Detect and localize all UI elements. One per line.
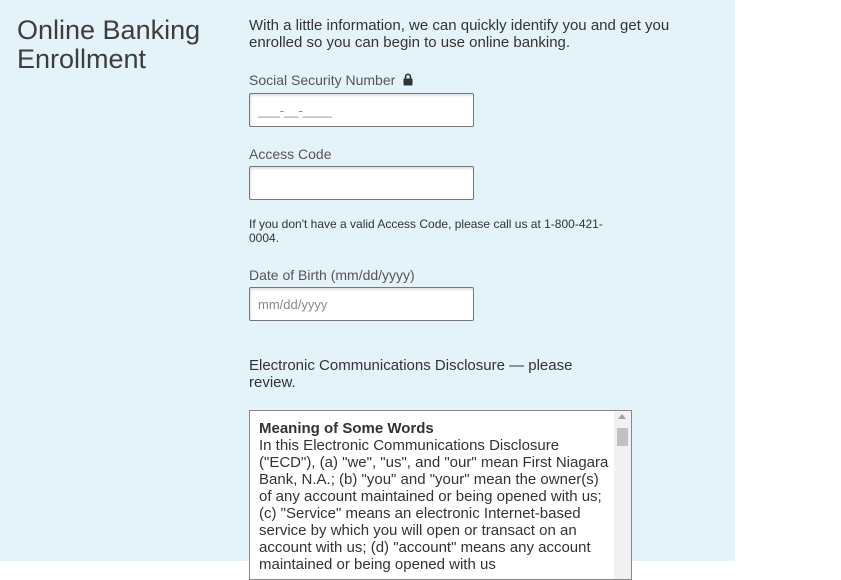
dob-label: Date of Birth (mm/dd/yyyy) (249, 267, 415, 283)
disclosure-section-title: Meaning of Some Words (259, 420, 434, 437)
page-title: Online Banking Enrollment (17, 15, 201, 74)
ssn-label (249, 72, 413, 88)
access-code-input[interactable] (249, 166, 474, 200)
disclosure-scrollbar[interactable] (614, 411, 631, 579)
disclosure-text (259, 420, 609, 573)
access-code-help-text: If you don't have a valid Access Code, please call us at 1-800-421-0004. (249, 217, 603, 245)
lock-icon (403, 73, 413, 86)
ssn-label-text: Social Security Number (249, 72, 396, 88)
intro-text: With a little information, we can quickly identify you and get you enrolled so you can begin to use online banking. (249, 17, 670, 51)
scrollbar-thumb[interactable] (617, 428, 628, 446)
disclosure-body: In this Electronic Communications Disclosure ("ECD"), (a) "we", "us", and "our" mean First Niagara Bank, N.A.; (b) "you" and "your" mean the owner(s) of any account maintained or being opened with us; (c) "Service" means an electronic Internet-based service by which you will open or transact on an account with us; (d) "account" means any account maintained or being opened with us (259, 437, 609, 573)
enrollment-form (249, 17, 709, 573)
ssn-input[interactable] (249, 93, 474, 127)
scroll-up-arrow-icon[interactable] (618, 414, 626, 419)
access-code-label: Access Code (249, 146, 332, 162)
disclosure-scroll-box[interactable] (249, 410, 632, 580)
dob-input[interactable] (249, 287, 474, 321)
disclosure-heading: Electronic Communications Disclosure — please review. (249, 357, 573, 391)
